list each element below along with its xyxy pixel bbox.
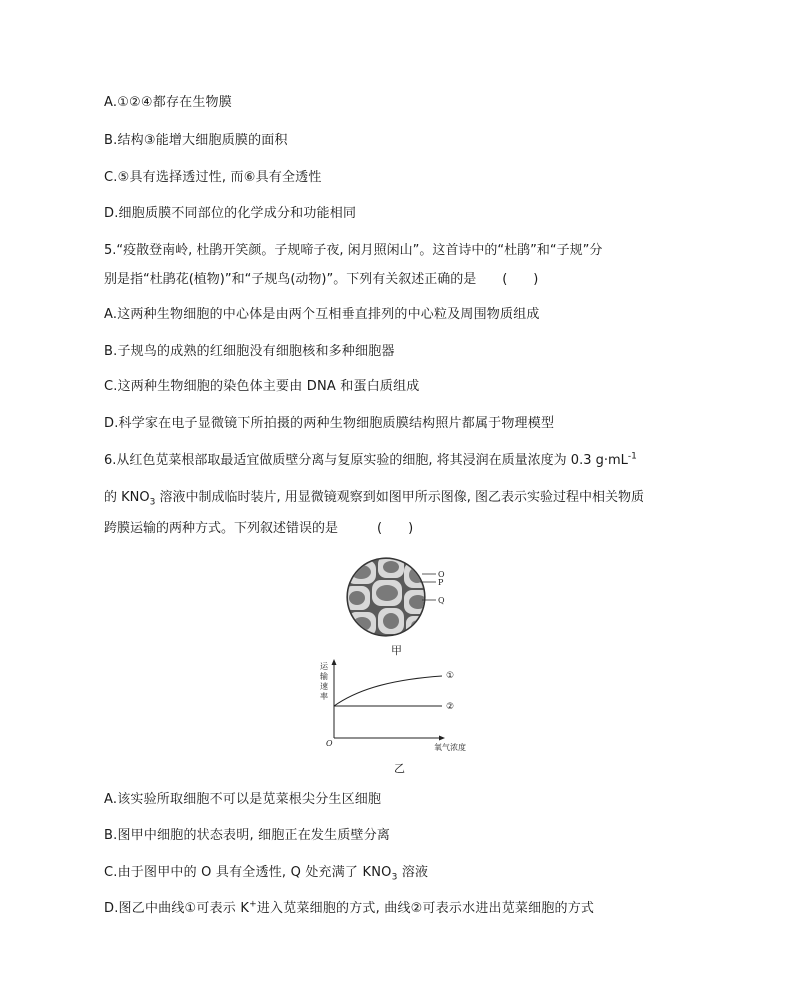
q6-unit-superscript: -1 bbox=[627, 451, 637, 462]
q5-stem-line1: 5.“疫散登南岭, 杜鹃开笑颜。子规啼子夜, 闲月照闲山”。这首诗中的“杜鹃”和“子规”分 bbox=[104, 243, 603, 258]
figure-yi-ylabel-4: 率 bbox=[320, 692, 328, 701]
q6-option-c-subscript: 3 bbox=[391, 872, 398, 883]
figure-jia-label-q: Q bbox=[438, 596, 445, 605]
figure-yi-ylabel-2: 输 bbox=[320, 672, 328, 681]
q5-option-b: B.子规鸟的成熟的红细胞没有细胞核和多种细胞器 bbox=[104, 344, 395, 359]
q6-stem-line2 bbox=[104, 489, 644, 507]
figure-yi-curve-1 bbox=[334, 676, 442, 706]
figure-yi-curve-1-label: ① bbox=[446, 671, 455, 681]
q6-kno3-subscript: 3 bbox=[149, 497, 156, 508]
q6-option-d-end: 进入苋菜细胞的方式, 曲线②可表示水进出苋菜细胞的方式 bbox=[256, 901, 595, 916]
figure-jia-cell-image bbox=[340, 552, 450, 644]
q6-stem-line1-text: 6.从红色苋菜根部取最适宜做质壁分离与复原实验的细胞, 将其浸润在质量浓度为 0.3 g·mL bbox=[104, 453, 628, 468]
figure-yi-x-arrow bbox=[439, 736, 445, 741]
figure-yi-ylabel-1: 运 bbox=[320, 662, 328, 671]
figure-yi-curve-2-label: ② bbox=[446, 702, 455, 712]
figure-yi-origin: O bbox=[326, 739, 333, 748]
q4-option-c: C.⑤具有选择透过性, 而⑥具有全透性 bbox=[104, 170, 322, 185]
q6-stem-line3: 跨膜运输的两种方式。下列叙述错误的是 ( ) bbox=[104, 521, 414, 536]
q5-option-d: D.科学家在电子显微镜下所拍摄的两种生物细胞质膜结构照片都属于物理模型 bbox=[104, 416, 555, 431]
q6-option-d bbox=[104, 900, 594, 918]
q6-option-d-text: D.图乙中曲线①可表示 K bbox=[104, 901, 250, 916]
q6-option-a: A.该实验所取细胞不可以是苋菜根尖分生区细胞 bbox=[104, 792, 382, 807]
q6-option-c-text: C.由于图甲中的 O 具有全透性, Q 处充满了 KNO bbox=[104, 865, 392, 880]
q6-stem-line2-end: 溶液中制成临时装片, 用显微镜观察到如图甲所示图像, 图乙表示实验过程中相关物质 bbox=[155, 490, 645, 505]
q4-option-a: A.①②④都存在生物膜 bbox=[104, 95, 232, 110]
figure-jia-label-o: O bbox=[438, 570, 445, 579]
q6-stem-line2-start: 的 KNO bbox=[104, 490, 150, 505]
q4-option-d: D.细胞质膜不同部位的化学成分和功能相同 bbox=[104, 206, 357, 221]
q4-option-b: B.结构③能增大细胞质膜的面积 bbox=[104, 133, 288, 148]
q6-option-b: B.图甲中细胞的状态表明, 细胞正在发生质壁分离 bbox=[104, 828, 391, 843]
q6-stem-line1 bbox=[104, 452, 637, 470]
q6-option-c bbox=[104, 864, 428, 882]
q6-option-d-superscript: + bbox=[249, 899, 257, 910]
figure-yi-graph bbox=[314, 658, 514, 758]
q5-option-c: C.这两种生物细胞的染色体主要由 DNA 和蛋白质组成 bbox=[104, 379, 420, 394]
q5-stem-line2: 别是指“杜鹃花(植物)”和“子规鸟(动物)”。下列有关叙述正确的是 ( ) bbox=[104, 272, 539, 287]
q5-option-a: A.这两种生物细胞的中心体是由两个互相垂直排列的中心粒及周围物质组成 bbox=[104, 307, 540, 322]
figure-yi-ylabel-3: 速 bbox=[320, 682, 328, 691]
figure-yi-xlabel: 氧气浓度 bbox=[434, 743, 466, 752]
figure-yi-caption: 乙 bbox=[394, 762, 405, 775]
figure-jia-label-p: P bbox=[438, 578, 444, 587]
q6-option-c-end: 溶液 bbox=[397, 865, 429, 880]
figure-yi-y-arrow bbox=[332, 659, 337, 665]
figure-jia-caption: 甲 bbox=[391, 644, 402, 657]
